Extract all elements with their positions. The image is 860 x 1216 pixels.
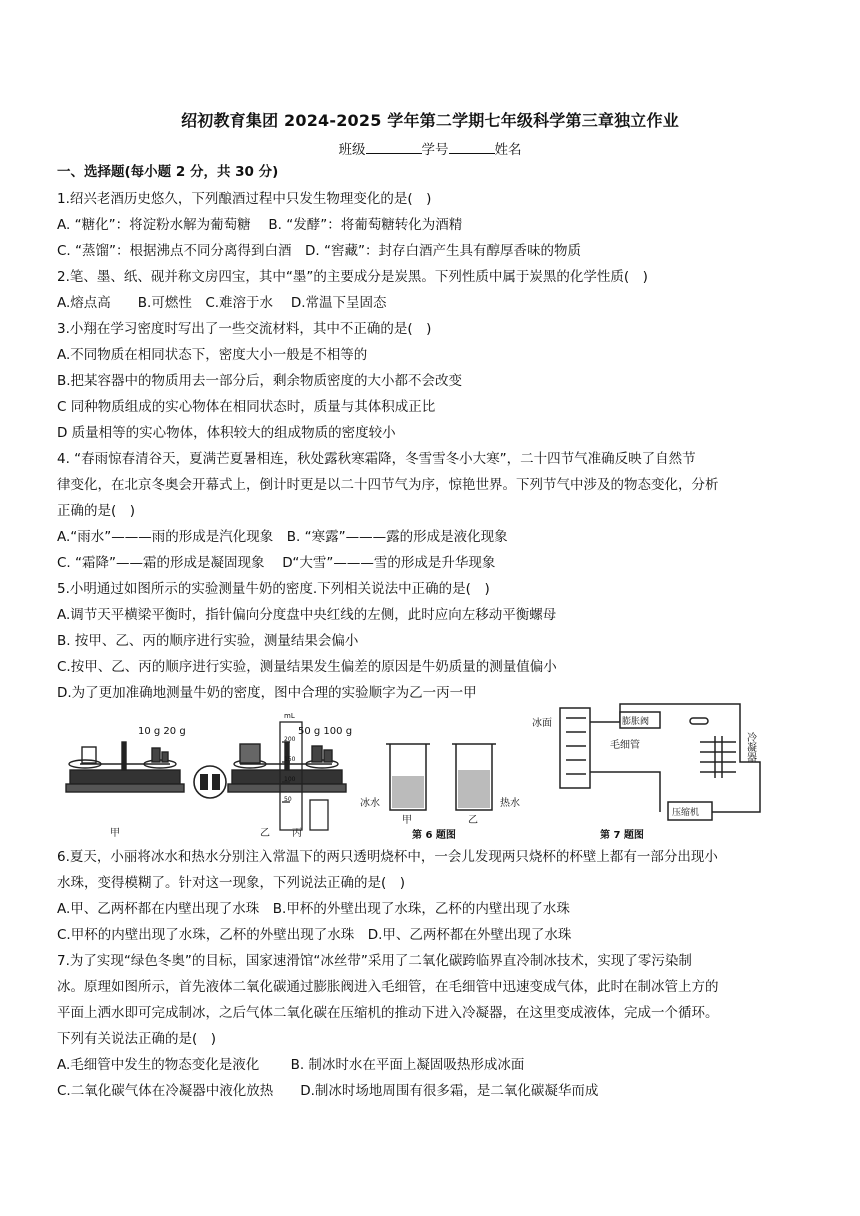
name-label: 姓名	[494, 142, 522, 158]
question-line: C.二氧化碳气体在冷凝器中液化放热 D.制冰时场地周围有很多霜，是二氧化碳凝华而成	[57, 1083, 599, 1099]
cylinder-tick: 100	[284, 776, 296, 783]
question-line: C. “蒸馏”：根据沸点不同分离得到白酒 D. “窖藏”：封存白酒产生具有醇厚香味的物质	[57, 243, 581, 259]
question-line: 下列有关说法正确的是( )	[57, 1031, 217, 1047]
question-line: 3.小翔在学习密度时写出了一些交流材料，其中不正确的是( )	[57, 321, 432, 337]
figure7-caption: 第 7 题图	[600, 830, 644, 841]
compressor-label: 压缩机	[672, 808, 700, 818]
question-line: 水珠，变得模糊了。针对这一现象，下列说法正确的是( )	[57, 875, 406, 891]
ice-surface-label: 冰面	[532, 718, 552, 729]
expansion-valve-label: 膨胀阀	[622, 717, 650, 727]
balance2-weights: 50 g 100 g	[298, 726, 353, 737]
cylinder-unit: mL	[284, 712, 295, 720]
question-line: 4. “春雨惊春清谷天，夏满芒夏暑相连，秋处露秋寒霜降，冬雪雪冬小大寒”，二十四节气准确反映了自然节	[57, 451, 696, 467]
question-line: A.毛细管中发生的物态变化是液化 B. 制冰时水在平面上凝固吸热形成冰面	[57, 1057, 525, 1073]
question-line: C. “霜降”——霜的形成是凝固现象 D“大雪”———雪的形成是升华现象	[57, 555, 496, 571]
figure-illustrations	[60, 702, 800, 842]
question-line: D.为了更加准确地测量牛奶的密度，图中合理的实验顺字为乙一丙一甲	[57, 685, 477, 701]
balance1-weights: 10 g 20 g	[138, 726, 186, 737]
balance-jia	[66, 742, 184, 792]
question-line: B. 按甲、乙、丙的顺序进行实验，测量结果会偏小	[57, 633, 359, 649]
question-line: A.熔点高 B.可燃性 C.难溶于水 D.常温下呈固态	[57, 295, 387, 311]
capillary-label: 毛细管	[610, 740, 640, 751]
balance-yi	[228, 742, 346, 792]
question-line: A.不同物质在相同状态下，密度大小一般是不相等的	[57, 347, 368, 363]
question-line: 7.为了实现“绿色冬奥”的目标，国家速滑馆“冰丝带”采用了二氧化碳跨临界直冷制冰技术，实现了零污染制	[57, 953, 692, 969]
ice-water-label: 冰水	[360, 798, 380, 809]
question-line: 律变化，在北京冬奥会开幕式上，倒计时更是以二十四节气为序，惊艳世界。下列节气中涉及的物态变化，分析	[57, 477, 719, 493]
question-line: C 同种物质组成的实心物体在相同状态时，质量与其体积成正比	[57, 399, 436, 415]
question-line: A.“雨水”———雨的形成是汽化现象 B. “寒露”———露的形成是液化现象	[57, 529, 508, 545]
question-line: C.按甲、乙、丙的顺序进行实验，测量结果发生偏差的原因是牛奶质量的测量值偏小	[57, 659, 557, 675]
question-line: A.甲、乙两杯都在内壁出现了水珠 B.甲杯的外壁出现了水珠，乙杯的内壁出现了水珠	[57, 901, 570, 917]
question-line: 1.绍兴老酒历史悠久，下列酿酒过程中只发生物理变化的是( )	[57, 191, 432, 207]
question-line: A.调节天平横梁平衡时，指针偏向分度盘中央红线的左侧，此时应向左移动平衡螺母	[57, 607, 557, 623]
student-info-row	[0, 138, 860, 158]
figure6-caption: 第 6 题图	[412, 830, 456, 841]
question-line: B.把某容器中的物质用去一部分后，剩余物质密度的大小都不会改变	[57, 373, 463, 389]
condenser-label: 冷凝器	[744, 732, 756, 762]
page-title: 绍初教育集团 2024-2025 学年第二学期七年级科学第三章独立作业	[181, 111, 679, 130]
id-label: 学号	[421, 142, 449, 158]
question-line: 5.小明通过如图所示的实验测量牛奶的密度.下列相关说法中正确的是( )	[57, 581, 490, 597]
beaker-yi	[452, 744, 496, 810]
label-yi: 乙	[260, 828, 270, 839]
beaker-label-jia: 甲	[402, 815, 412, 826]
question-line: A. “糖化”：将淀粉水解为葡萄糖 B. “发酵”：将葡萄糖转化为酒精	[57, 217, 463, 233]
dial-zoom	[194, 766, 226, 798]
cylinder-tick: 200	[284, 736, 296, 743]
class-label: 班级	[338, 142, 366, 158]
question-line: C.甲杯的内壁出现了水珠，乙杯的外壁出现了水珠 D.甲、乙两杯都在外壁出现了水珠	[57, 927, 572, 943]
question-line: 2.笔、墨、纸、砚并称文房四宝，其中“墨”的主要成分是炭黑。下列性质中属于炭黑的化学性质( )	[57, 269, 648, 285]
question-line: 正确的是( )	[57, 503, 136, 519]
beaker-label-yi: 乙	[468, 815, 478, 826]
beaker-jia	[386, 744, 430, 810]
hot-water-label: 热水	[500, 798, 520, 809]
label-bing: 丙	[292, 828, 302, 839]
figures-strip	[60, 702, 800, 842]
question-line: D 质量相等的实心物体，体积较大的组成物质的密度较小	[57, 425, 396, 441]
question-line: 冰。原理如图所示，首先液体二氧化碳通过膨胀阀进入毛细管，在毛细管中迅速变成气体，此时在制冰管上方的	[57, 979, 719, 995]
cylinder-tick: 150	[284, 756, 296, 763]
section-heading: 一、选择题(每小题 2 分，共 30 分)	[57, 164, 279, 180]
refrigeration-diagram	[560, 704, 760, 820]
id-blank[interactable]	[449, 141, 495, 154]
label-jia: 甲	[110, 828, 120, 839]
cylinder-tick: 50	[284, 796, 292, 803]
question-line: 6.夏天，小丽将冰水和热水分别注入常温下的两只透明烧杯中，一会儿发现两只烧杯的杯壁上都有一部分出现小	[57, 849, 718, 865]
question-line: 平面上洒水即可完成制冰，之后气体二氧化碳在压缩机的推动下进入冷凝器，在这里变成液体，完成一个循环。	[57, 1005, 719, 1021]
class-blank[interactable]	[366, 141, 422, 154]
